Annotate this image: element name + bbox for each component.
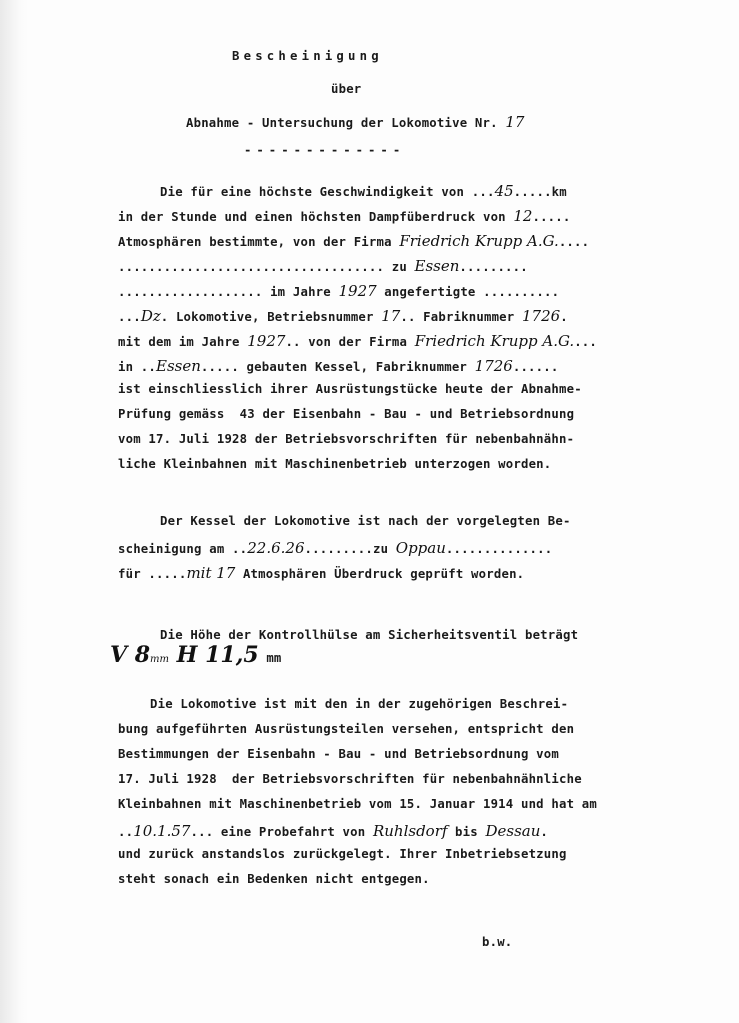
handwritten-firm: Friedrich Krupp A.G. <box>399 232 559 250</box>
p4-line-3: Bestimmungen der Eisenbahn - Bau - und Betriebsordnung vom <box>118 747 559 761</box>
p2-line-3 <box>118 564 524 582</box>
p1-text: ......... <box>459 260 528 274</box>
p1-line-2 <box>118 207 571 225</box>
handwritten-pressure: 12 <box>513 207 533 225</box>
handwritten-speed: 45 <box>494 182 514 200</box>
p1-line-12: liche Kleinbahnen mit Maschinenbetrieb unterzogen worden. <box>118 457 552 471</box>
p1-text: in .. <box>118 360 157 374</box>
handwritten-test-place: Oppau <box>395 539 446 557</box>
p2-text: Atmosphären Überdruck geprüft worden. <box>235 567 525 581</box>
p4-text: bis <box>447 825 486 839</box>
p1-text: Die für eine höchste Geschwindigkeit von ... <box>160 185 495 199</box>
p3-line-1: Die Höhe der Kontrollhülse am Sicherheitsventil beträgt <box>160 628 579 642</box>
handwritten-test-date: 22.6.26 <box>247 539 305 557</box>
p1-line-1 <box>160 182 567 200</box>
handwritten-boiler-city: Essen <box>156 357 201 375</box>
handwritten-boiler-firm: Friedrich Krupp A.G. <box>414 332 575 350</box>
p4-line-5: Kleinbahnen mit Maschinenbetrieb vom 15. Januar 1914 und hat am <box>118 797 598 811</box>
p4-line-2: bung aufgeführten Ausrüstungsteilen versehen, entspricht den <box>118 722 575 736</box>
p1-text: .... <box>558 235 590 249</box>
handwritten-boiler-number: 1726 <box>474 357 513 375</box>
p2-text: scheinigung am .. <box>118 542 248 556</box>
p1-text: ... <box>574 335 598 349</box>
p1-line-8 <box>118 357 558 375</box>
handwritten-type: Dz <box>140 307 161 325</box>
p1-text: Atmosphären bestimmte, von der Firma <box>118 235 400 249</box>
p2-text: .........zu <box>304 542 396 556</box>
p1-text: .. Fabriknummer <box>400 310 522 324</box>
p1-line-7 <box>118 332 597 350</box>
handwritten-trial-to: Dessau <box>485 822 541 840</box>
handwritten-valve-h: H 11,5 <box>169 642 259 668</box>
p1-text: ................................... zu <box>118 260 415 274</box>
p1-line-6 <box>118 307 568 325</box>
p1-text: angefertigte .......... <box>376 285 560 299</box>
p1-line-11: vom 17. Juli 1928 der Betriebsvorschriften für nebenbahnähn- <box>118 432 575 446</box>
p3-line-2 <box>110 642 282 668</box>
p2-text: .............. <box>445 542 553 556</box>
p1-text: . Lokomotive, Betriebsnummer <box>160 310 382 324</box>
handwritten-unit: mm <box>150 654 170 665</box>
heading-over: über <box>331 82 362 96</box>
p1-text: ... <box>118 310 141 324</box>
p1-line-9: ist einschliesslich ihrer Ausrüstungstücke heute der Abnahme- <box>118 382 582 396</box>
p2-line-2 <box>118 539 552 557</box>
handwritten-boiler-year: 1927 <box>247 332 286 350</box>
p1-line-3 <box>118 232 589 250</box>
p1-text: .. von der Firma <box>285 335 415 349</box>
heading-rule: ------------- <box>244 143 406 157</box>
handwritten-operating-number: 17 <box>381 307 401 325</box>
p1-line-5 <box>118 282 559 300</box>
p4-line-4: 17. Juli 1928 der Betriebsvorschriften für nebenbahnähnliche <box>118 772 582 786</box>
p1-text: .....km <box>513 185 567 199</box>
p1-text: ...... <box>512 360 559 374</box>
p1-text: ................... im Jahre <box>118 285 339 299</box>
page-turn-note: b.w. <box>482 935 513 949</box>
p4-text: . <box>540 825 548 839</box>
handwritten-factory-number: 1726 <box>522 307 561 325</box>
p2-line-1: Der Kessel der Lokomotive ist nach der vorgelegten Be- <box>160 514 571 528</box>
handwritten-trial-date: 10.1.57 <box>133 822 191 840</box>
heading-subject <box>186 113 524 131</box>
handwritten-year: 1927 <box>338 282 377 300</box>
p1-text: . <box>560 310 568 324</box>
p4-text: ... eine Probefahrt von <box>190 825 373 839</box>
subject-text: Abnahme - Untersuchung der Lokomotive Nr. <box>186 116 498 130</box>
page-fold-shadow <box>0 0 28 1023</box>
p4-line-8: steht sonach ein Bedenken nicht entgegen. <box>118 872 430 886</box>
handwritten-test-pressure: mit 17 <box>186 564 236 582</box>
p2-text: für ..... <box>118 567 187 581</box>
p1-line-10: Prüfung gemäss 43 der Eisenbahn - Bau - und Betriebsordnung <box>118 407 575 421</box>
p1-text: in der Stunde und einen höchsten Dampfüberdruck von <box>118 210 514 224</box>
p1-text: mit dem im Jahre <box>118 335 248 349</box>
p1-text: ..... <box>532 210 571 224</box>
p4-line-1: Die Lokomotive ist mit den in der zugehörigen Beschrei- <box>150 697 569 711</box>
handwritten-trial-from: Ruhlsdorf <box>372 822 448 840</box>
handwritten-city: Essen <box>414 257 460 275</box>
document-heading: Bescheinigung <box>232 49 383 63</box>
unit-mm: mm <box>266 651 282 665</box>
p4-line-6 <box>118 822 548 840</box>
p4-text: .. <box>118 825 134 839</box>
p1-line-4 <box>118 257 528 275</box>
handwritten-valve-v: V 8 <box>110 642 151 668</box>
handwritten-loco-number: 17 <box>505 113 525 131</box>
p4-line-7: und zurück anstandslos zurückgelegt. Ihrer Inbetriebsetzung <box>118 847 567 861</box>
p1-text: ..... gebauten Kessel, Fabriknummer <box>200 360 475 374</box>
